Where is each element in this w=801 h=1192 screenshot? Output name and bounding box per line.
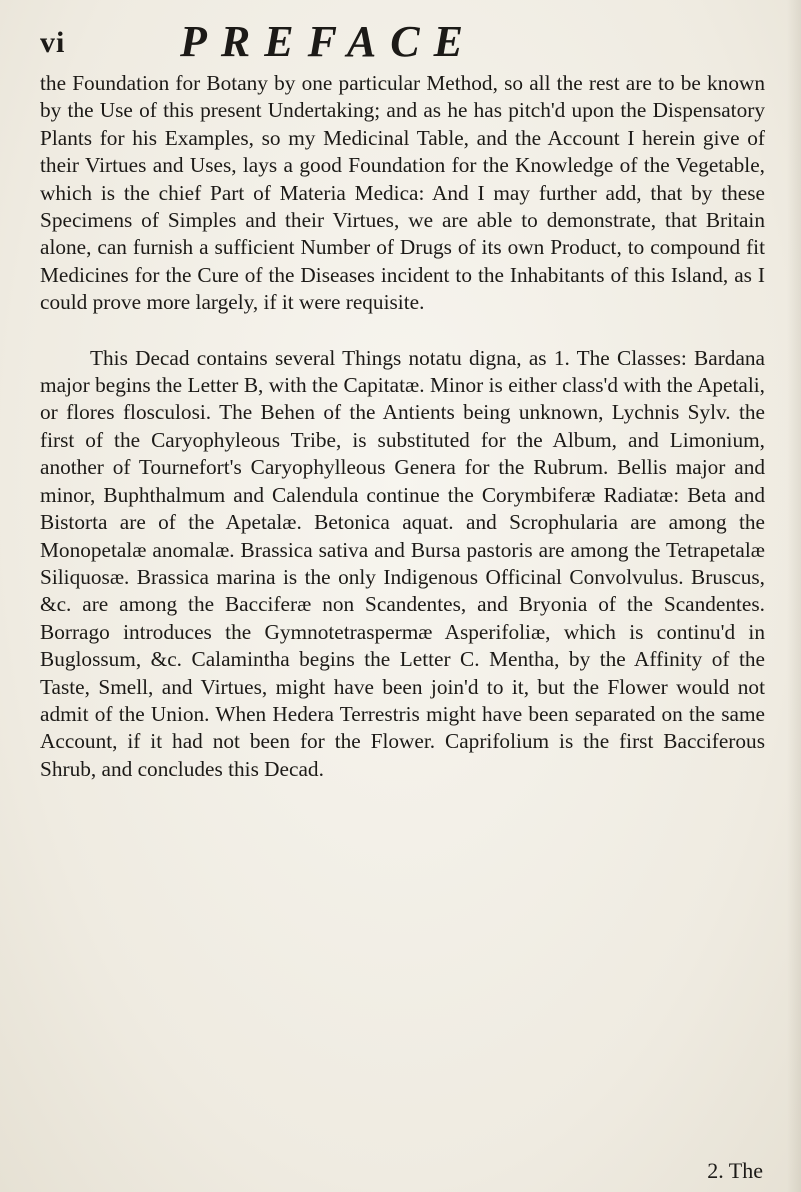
body-text [40, 70, 765, 783]
page-number: vi [40, 26, 66, 59]
paragraph-foundation: the Foundation for Botany by one particular Method, so all the rest are to be known by the Use of this present Undertaking; and as he has pitch'd upon the Dispensatory Plants for his Examples, so my Medicinal Table, and the Account I herein give of their Virtues and Uses, lays a good Foundation for the Knowledge of the Vegetable, which is the chief Part of Materia Medica: And I may further add, that by these Specimens of Simples and their Virtues, we are able to demonstrate, that Britain alone, can furnish a sufficient Number of Drugs of its own Product, to compound fit Medicines for the Cure of the Diseases incident to the Inhabitants of this Island, as I could prove more largely, if it were requisite. [40, 71, 765, 315]
running-title: PREFACE [180, 17, 477, 66]
catchword: 2. The [707, 1158, 763, 1183]
page-edge-shadow [787, 0, 801, 1192]
page-header [40, 14, 760, 64]
paragraph-decad: This Decad contains several Things notatu digna, as 1. The Classes: Bardana major begins the Letter B, with the Capitatæ. Minor is either class'd with the Apetali, or flores flosculosi. The Behen of the Antients being unknown, Lychnis Sylv. the first of the Caryophyleous Tribe, is substituted for the Album, and Limonium, another of Tournefort's Caryophylleous Genera for the Rubrum. Bellis major and minor, Buphthalmum and Calendula continue the Corymbiferæ Radiatæ: Beta and Bistorta are of the Apetalæ. Betonica aquat. and Scrophularia are among the Monopetalæ anomalæ. Brassica sativa and Bursa pastoris are among the Tetrapetalæ Siliquosæ. Brassica marina is the only Indigenous Officinal Convolvulus. Bruscus, &c. are among the Bacciferæ non Scandentes, and Bryonia of the Scandentes. Borrago introduces the Gymnotetraspermæ Asperifoliæ, which is continu'd in Buglossum, &c. Calamintha begins the Letter C. Mentha, by the Affinity of the Taste, Smell, and Virtues, might have been join'd to it, but the Flower would not admit of the Union. When Hedera Terrestris might have been separated on the same Account, if it had not been for the Flower. Caprifolium is the first Bacciferous Shrub, and concludes this Decad. [40, 345, 765, 781]
